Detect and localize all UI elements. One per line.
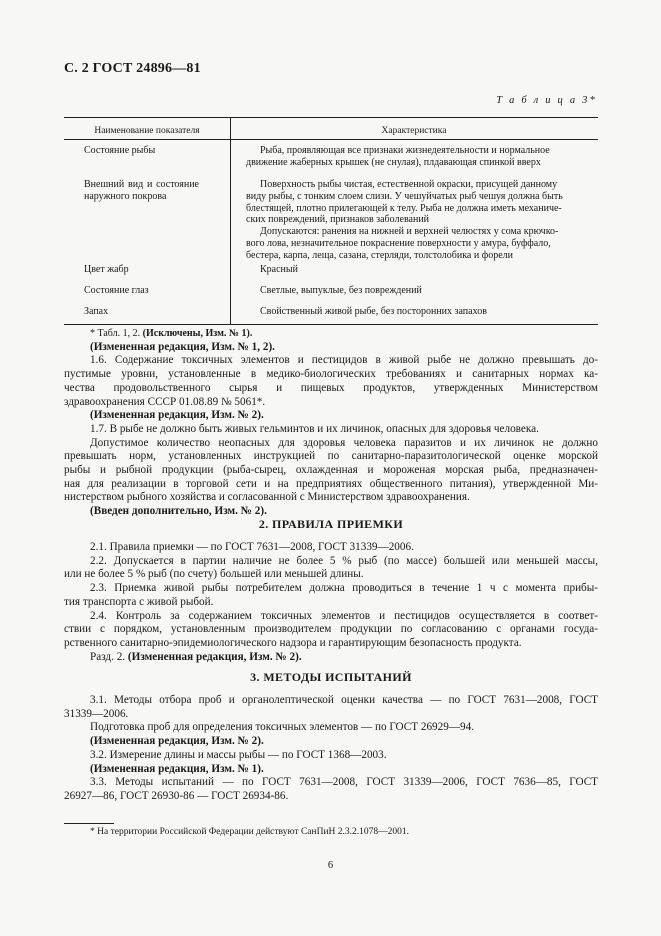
table-col1-header: Наименование показателя: [94, 126, 200, 136]
table-row-desc: Рыба, проявляющая все признаки жизнедеятельности и нормальное движение жаберных крышек (не снулая), плдавающая спинкой вверх: [246, 145, 550, 168]
section-title-2: 2. ПРАВИЛА ПРИЕМКИ: [258, 517, 404, 531]
table-row-desc: Свойственный живой рыбе, без посторонних запахов: [260, 306, 487, 317]
footnote: * На территории Российской Федерации действуют СанПиН 2.3.2.1078—2001.: [90, 827, 410, 837]
table-bottom-rule: [64, 324, 598, 325]
body-block-2: 2.1. Правила приемки — по ГОСТ 7631—2008, ГОСТ 31339—2006. 2.2. Допускается в партии наличие не более 5 % рыб (по массе) большей или меньшей массы, или не более 5 % рыб (по счету) большей или меньшей длины. 2.3. Приемка живой рыбы потребителем должна проводиться в течение 1 ч с момента прибы- тия транспорта с живой рыбой. 2.4. Контроль за содержанием токсичных элементов и пестицидов осуществляется в соответ- ствии с порядком, установленным производителем продукции по согласованию с органами госуда- рственного санитарно-эпидемиологического надзора и гарантирующим безопасность продукта. Разд. 2. (Измененная редакция, Изм. № 2).: [64, 541, 598, 663]
table-row-desc: Поверхность рыбы чистая, естественной окраски, присущей данному виду рыбы, с тонким слоем слизи. У чешуйчатых рыб чешуя должна быть блестящей, плотно прилегающей к телу. Рыба не должна иметь механиче- ских повреждений, признаков заболеваний Допускаются: ранения на нижней и верхней челюстях у сома крючко- вого лова, незначительное покраснение поверхности у амура, буффало, бестера, карпа, леща, сазана, стерляди, толстолобика и форели: [246, 179, 563, 261]
edit-note: (Измененная редакция, Изм. № 2).: [90, 409, 264, 422]
table-row-name: Состояние глаз: [84, 285, 149, 296]
section-title-3: 3. МЕТОДЫ ИСПЫТАНИЙ: [250, 670, 412, 684]
table-column-divider: [230, 117, 231, 324]
body-block-1: * Табл. 1, 2. (Исключены, Изм. № 1). (Измененная редакция, Изм. № 1, 2). 1.6. Содержание токсичных элементов и пестицидов в живой рыбе не должно превышать до- пустимые уровни, установленные в медико-биологических требованиях и санитарных нормах ка- чества продовольственного сырья и пищевых продуктов, утвержденных Министерством здравоохранения СССР 01.08.89 № 5061*. (Измененная редакция, Изм. № 2). 1.7. В рыбе не должно быть живых гельминтов и их личинок, опасных для здоровья человека. Допустимое количество неопасных для здоровья человека паразитов и их личинок не должно превышать норм, установленных инструкцией по санитарно-паразитологической оценке морской рыбы и рыбной продукции (рыба-сырец, охлажденная и мороженая морская рыба, предназначен- ная для реализации в торговой сети и на предприятиях общественного питания), утвержденной Ми- нистерством рыбного хозяйства и согласованной с Министерством здравоохранения. (Введен дополнительно, Изм. № 2).: [64, 328, 598, 518]
page-header: С. 2 ГОСТ 24896—81: [64, 61, 201, 76]
table-row-name: Цвет жабр: [84, 264, 129, 275]
edit-note: (Измененная редакция, Изм. № 1).: [90, 762, 264, 775]
edit-note: Разд. 2. (Измененная редакция, Изм. № 2).: [90, 650, 302, 663]
table-top-rule: [64, 117, 598, 118]
table-row-name: Внешний вид и состояние наружного покрова: [84, 179, 199, 202]
edit-note: (Измененная редакция, Изм. № 1, 2).: [90, 340, 275, 353]
table-col2-header: Характеристика: [381, 126, 447, 136]
edit-note: (Введен дополнительно, Изм. № 2).: [90, 505, 267, 518]
table-header-rule: [64, 139, 598, 140]
footnote-rule: [64, 823, 114, 824]
table-row-desc: Красный: [260, 264, 298, 275]
table-row-name: Состояние рыбы: [84, 145, 156, 156]
table-row-desc: Светлые, выпуклые, без повреждений: [260, 285, 422, 296]
table-note: * Табл. 1, 2. (Исключены, Изм. № 1).: [90, 328, 253, 339]
body-block-3: 3.1. Методы отбора проб и органолептической оценки качества — по ГОСТ 7631—2008, ГОСТ 31339—2006. Подготовка проб для определения токсичных элементов — по ГОСТ 26929—94. (Измененная редакция, Изм. № 2). 3.2. Измерение длины и массы рыбы — по ГОСТ 1368—2003. (Измененная редакция, Изм. № 1). 3.3. Методы испытаний — по ГОСТ 7631—2008, ГОСТ 31339—2006, ГОСТ 7636—85, ГОСТ 26927—86, ГОСТ 26930-86 — ГОСТ 26934-86.: [64, 694, 598, 802]
edit-note: (Измененная редакция, Изм. № 2).: [90, 735, 264, 748]
page-number: 6: [327, 860, 334, 871]
table-label: Т а б л и ц а 3*: [496, 95, 597, 106]
table-row-name: Запах: [84, 306, 109, 317]
